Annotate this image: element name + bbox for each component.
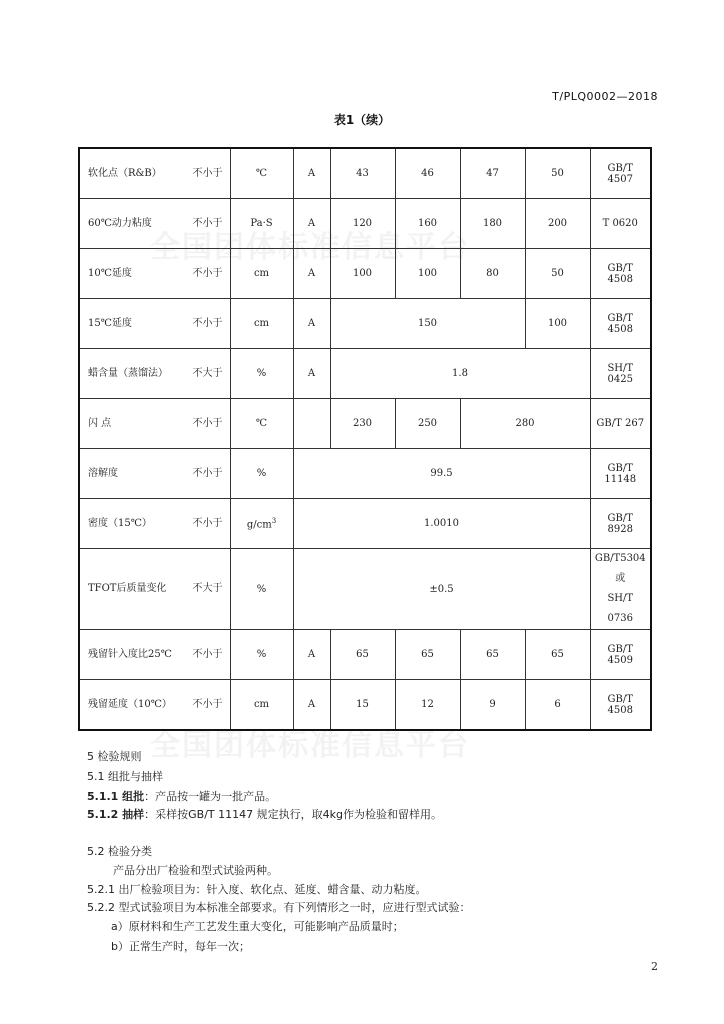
method-cell: SH/T 0425	[590, 349, 651, 399]
merged-value-cell: ±0.5	[293, 549, 590, 630]
method-cell: GB/T 267	[590, 399, 651, 449]
property-cell: 残留针入度比25℃ 不小于	[79, 630, 230, 680]
value-cell: 9	[460, 680, 525, 731]
value-cell: 80	[460, 249, 525, 299]
spec-table	[78, 147, 652, 731]
clause-text: 5.2.1 出厂检验项目为：针入度、软化点、延度、蜡含量、动力粘度。	[87, 883, 427, 896]
table-row	[79, 148, 651, 199]
list-item: b）正常生产时，每年一次；	[111, 940, 250, 953]
method-cell: GB/T 8928	[590, 499, 651, 549]
table-row	[79, 299, 651, 349]
table-row	[79, 399, 651, 449]
value-cell: 65	[395, 630, 460, 680]
value-cell: 46	[395, 148, 460, 199]
value-cell: 65	[330, 630, 395, 680]
value-cell: 160	[395, 199, 460, 249]
property-cell: 溶解度 不小于	[79, 449, 230, 499]
unit-cell: ℃	[230, 148, 293, 199]
merged-value-cell: 1.0010	[293, 499, 590, 549]
merged-value-cell: 280	[460, 399, 590, 449]
value-cell: 100	[395, 249, 460, 299]
unit-cell: cm	[230, 299, 293, 349]
merged-value-cell: 99.5	[293, 449, 590, 499]
page-number: 2	[651, 960, 658, 973]
method-cell: GB/T 11148	[590, 449, 651, 499]
value-cell: 47	[460, 148, 525, 199]
grade-cell	[293, 399, 330, 449]
section-heading: 5 检验规则	[87, 750, 142, 763]
value-cell: 43	[330, 148, 395, 199]
grade-cell: A	[293, 249, 330, 299]
value-cell: 15	[330, 680, 395, 731]
table-row	[79, 630, 651, 680]
watermark-text: 全国团体标准信息平台	[150, 230, 470, 265]
method-cell: GB/T5304 或 SH/T 0736	[590, 549, 651, 630]
property-cell: 闪 点 不小于	[79, 399, 230, 449]
clause-text: 产品分出厂检验和型式试验两种。	[113, 864, 278, 877]
value-cell: 65	[460, 630, 525, 680]
property-cell: 15℃延度 不小于	[79, 299, 230, 349]
method-cell: GB/T 4509	[590, 630, 651, 680]
merged-value-cell: 150	[330, 299, 525, 349]
grade-cell: A	[293, 299, 330, 349]
table-title: 表1（续）	[333, 113, 391, 127]
list-item: a）原材料和生产工艺发生重大变化，可能影响产品质量时；	[111, 920, 404, 933]
value-cell: 50	[525, 249, 590, 299]
property-cell: 蜡含量（蒸馏法） 不大于	[79, 349, 230, 399]
unit-cell: %	[230, 449, 293, 499]
unit-cell: %	[230, 549, 293, 630]
unit-cell: %	[230, 349, 293, 399]
value-cell: 65	[525, 630, 590, 680]
clause-text: 5.1.1 组批：产品按一罐为一批产品。	[87, 790, 277, 803]
property-cell: 残留延度（10℃） 不小于	[79, 680, 230, 731]
table-row	[79, 549, 651, 630]
unit-cell: cm	[230, 680, 293, 731]
watermark-text: 全国团体标准信息平台	[150, 728, 470, 763]
clause-text: 5.2.2 型式试验项目为本标准全部要求。有下列情形之一时，应进行型式试验：	[87, 901, 471, 914]
unit-cell: %	[230, 630, 293, 680]
value-cell: 50	[525, 148, 590, 199]
property-cell: 软化点（R&B） 不小于	[79, 148, 230, 199]
unit-cell: cm	[230, 249, 293, 299]
unit-cell: $g/cm^3$	[230, 499, 293, 549]
property-cell: 60℃动力粘度 不小于	[79, 199, 230, 249]
grade-cell: A	[293, 630, 330, 680]
property-cell: 10℃延度 不小于	[79, 249, 230, 299]
table-row	[79, 680, 651, 731]
grade-cell: A	[293, 680, 330, 731]
value-cell: 250	[395, 399, 460, 449]
unit-cell: ℃	[230, 399, 293, 449]
grade-cell: A	[293, 199, 330, 249]
table-row	[79, 349, 651, 399]
value-cell: 12	[395, 680, 460, 731]
value-cell: 100	[330, 249, 395, 299]
method-cell: T 0620	[590, 199, 651, 249]
table-row	[79, 499, 651, 549]
property-cell: TFOT后质量变化 不大于	[79, 549, 230, 630]
value-cell: 230	[330, 399, 395, 449]
method-cell: GB/T 4508	[590, 249, 651, 299]
value-cell: 200	[525, 199, 590, 249]
method-cell: GB/T 4508	[590, 680, 651, 731]
unit-cell: Pa·S	[230, 199, 293, 249]
merged-value-cell: 1.8	[330, 349, 590, 399]
value-cell: 100	[525, 299, 590, 349]
value-cell: 180	[460, 199, 525, 249]
method-cell: GB/T 4508	[590, 299, 651, 349]
clause-text: 5.1.2 抽样：采样按GB/T 11147 规定执行，取4kg作为检验和留样用。	[87, 808, 442, 821]
grade-cell: A	[293, 148, 330, 199]
table-row	[79, 199, 651, 249]
section-heading: 5.2 检验分类	[87, 845, 152, 858]
value-cell: 120	[330, 199, 395, 249]
value-cell: 6	[525, 680, 590, 731]
document-code: T/PLQ0002—2018	[552, 90, 658, 103]
method-cell: GB/T 4507	[590, 148, 651, 199]
section-heading: 5.1 组批与抽样	[87, 770, 163, 783]
grade-cell: A	[293, 349, 330, 399]
table-row	[79, 449, 651, 499]
table-row	[79, 249, 651, 299]
property-cell: 密度（15℃） 不小于	[79, 499, 230, 549]
